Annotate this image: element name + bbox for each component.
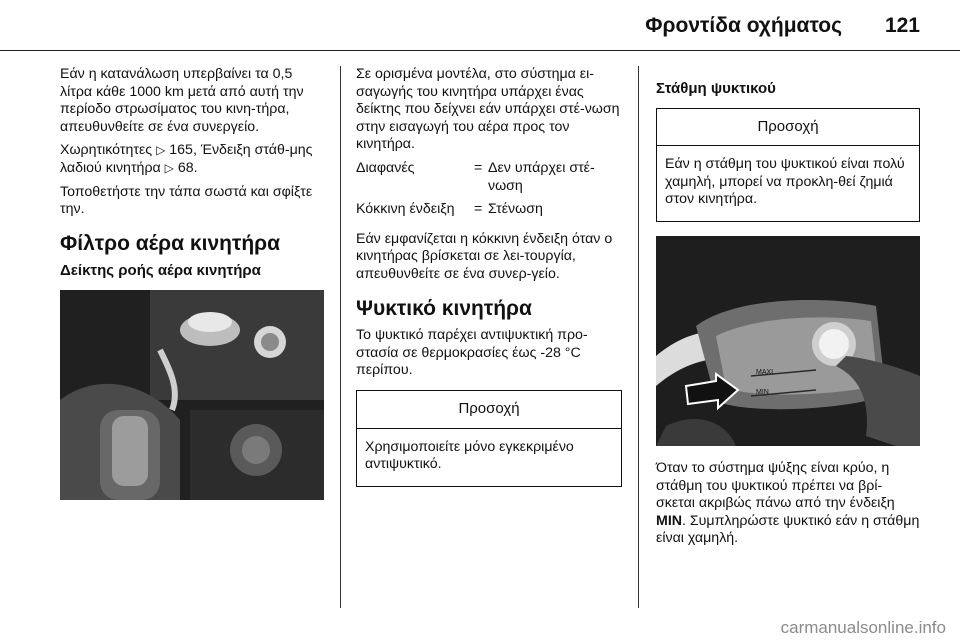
definition-equals: =	[474, 201, 483, 218]
air-filter-heading: Φίλτρο αέρα κινητήρα	[60, 231, 281, 255]
oil-level-text: , Ένδειξη στάθ-μης λαδιού κινητήρα	[60, 142, 313, 176]
page-title: Φροντίδα οχήματος	[645, 14, 842, 37]
oil-consumption-paragraph: Εάν η κατανάλωση υπερβαίνει τα 0,5 λίτρα κάθε 1000 km μετά από αυτή την περίοδο στρωσίματος του κινη-τήρα, απευθυνθείτε σε ένα συνεργείο.	[60, 66, 304, 135]
definition-equals: =	[474, 159, 483, 176]
column-2	[356, 66, 622, 493]
coolant-level-heading: Στάθμη ψυκτικού	[656, 80, 776, 97]
coolant-level-paragraph: Όταν το σύστημα ψύξης είναι κρύο, η στάθμη του ψυκτικού πρέπει να βρί-σκεται ακριβώς πάνω από την ένδειξη MIN. Συμπληρώστε ψυκτικό εάν η στάθμη είναι χαμηλή.	[656, 459, 920, 547]
column-3	[656, 66, 920, 554]
capacities-reference-paragraph: Χωρητικότητες ▷ 165, Ένδειξη στάθ-μης λαδιού κινητήρα ▷ 68.	[60, 142, 313, 176]
indicator-definition-list	[356, 160, 622, 219]
watermark: carmanualsonline.info	[780, 618, 946, 637]
caution-box	[656, 108, 920, 222]
coolant-paragraph: Το ψυκτικό παρέχει αντιψυκτική προ-στασία σε θερμοκρασίες έως -28 °C περίπου.	[356, 327, 588, 379]
caution-box-title: Προσοχή	[657, 109, 919, 147]
definition-value: Στένωση	[488, 201, 543, 218]
max-mark-label: MAXI	[756, 368, 774, 376]
page-ref-arrow-icon: ▷	[164, 160, 174, 175]
definition-row	[356, 160, 622, 195]
page-number: 121	[884, 14, 920, 37]
capacities-page-link[interactable]: 165	[169, 142, 193, 159]
definition-term: Κόκκινη ένδειξη	[356, 201, 455, 218]
page-header	[0, 0, 960, 44]
coolant-reservoir-photo	[656, 236, 920, 446]
column-divider-2	[638, 66, 639, 608]
air-filter-photo	[60, 290, 324, 500]
column-1	[60, 66, 324, 500]
air-flow-indicator-heading: Δείκτης ροής αέρα κινητήρα	[60, 262, 261, 280]
definition-row	[356, 201, 622, 219]
caution-box	[356, 390, 622, 487]
definition-value: Δεν υπάρχει στέ-νωση	[488, 159, 595, 194]
min-mark-label: MIN	[756, 388, 769, 396]
min-mark-text: MIN	[656, 512, 683, 529]
header-rule	[0, 50, 960, 51]
caution-box-text: Εάν η στάθμη του ψυκτικού είναι πολύ χαμηλή, μπορεί να προκλη-θεί ζημιά στον κινητήρα.	[665, 156, 905, 208]
indicator-intro-paragraph: Σε ορισμένα μοντέλα, στο σύστημα ει-σαγωγής του κινητήρα υπάρχει ένας δείκτης που δείχνει εάν υπάρχει στέ-νωση στην εισαγωγή του αέρα προς τον κινητήρα.	[356, 66, 620, 153]
page-ref-arrow-icon: ▷	[156, 143, 166, 158]
cap-paragraph: Τοποθετήστε την τάπα σωστά και σφίξτε την.	[60, 183, 313, 218]
oil-level-page-link[interactable]: 68	[177, 159, 194, 176]
coolant-heading: Ψυκτικό κινητήρα	[356, 296, 532, 320]
capacities-text: Χωρητικότητες	[60, 142, 153, 159]
column-divider-1	[340, 66, 341, 608]
caution-box-text: Χρησιμοποιείτε μόνο εγκεκριμένο αντιψυκτικό.	[365, 438, 574, 473]
red-indicator-paragraph: Εάν εμφανίζεται η κόκκινη ένδειξη όταν ο κινητήρας βρίσκεται σε λει-τουργία, απευθυνθείτε σε ένα συνερ-γείο.	[356, 230, 613, 282]
definition-term: Διαφανές	[356, 159, 415, 176]
caution-box-title: Προσοχή	[357, 391, 621, 429]
